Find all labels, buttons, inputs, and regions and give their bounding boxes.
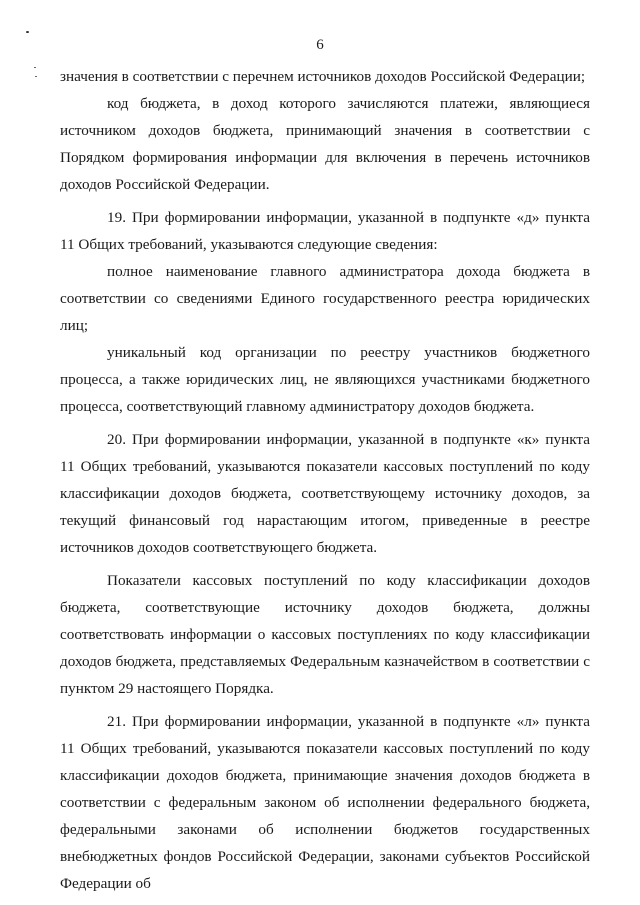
paragraph-budget-code: код бюджета, в доход которого зачисляются платежи, являющиеся источником доходов бюджета, принимающий значения в соответствии с Порядком формирования информации для включения в перечень источников доходов Российской Федерации. [60, 95, 590, 193]
document-body [60, 63, 590, 897]
scan-speck [26, 31, 29, 33]
paragraph-continuation: значения в соответствии с перечнем источников доходов Российской Федерации; [60, 68, 586, 85]
paragraph-item-20: 20. При формировании информации, указанной в подпункте «к» пункта 11 Общих требований, указываются показатели кассовых поступлений по коду классификации доходов бюджета, соответствующему источнику доходов, за текущий финансовый год нарастающим итогом, приведенные в реестре источников доходов соответствующего бюджета. [60, 431, 590, 556]
paragraph-unique-code: уникальный код организации по реестру участников бюджетного процесса, а также юридических лиц, не являющихся участниками бюджетного процесса, соответствующий главному администратору доходов бюджета. [60, 344, 590, 415]
scan-speck [34, 67, 36, 68]
paragraph-item-21: 21. При формировании информации, указанной в подпункте «л» пункта 11 Общих требований, указываются показатели кассовых поступлений по коду классификации доходов бюджета, принимающие значения доходов бюджета в соответствии с федеральным законом об исполнении федерального бюджета, федеральными законами об исполнении бюджетов государственных внебюджетных фондов Российской Федерации, законами субъектов Российской Федерации об [60, 713, 590, 892]
paragraph-item-19: 19. При формировании информации, указанной в подпункте «д» пункта 11 Общих требований, указываются следующие сведения: [60, 209, 590, 253]
paragraph-cash-indicators: Показатели кассовых поступлений по коду классификации доходов бюджета, соответствующие источнику доходов бюджета, должны соответствовать информации о кассовых поступлениях по коду классификации доходов бюджета, представляемых Федеральным казначейством в соответствии с пунктом 29 настоящего Порядка. [60, 572, 590, 697]
scan-speck [35, 76, 37, 77]
page-number: 6 [316, 37, 324, 53]
paragraph-admin-name: полное наименование главного администратора дохода бюджета в соответствии со сведениями Единого государственного реестра юридических лиц; [60, 263, 590, 334]
